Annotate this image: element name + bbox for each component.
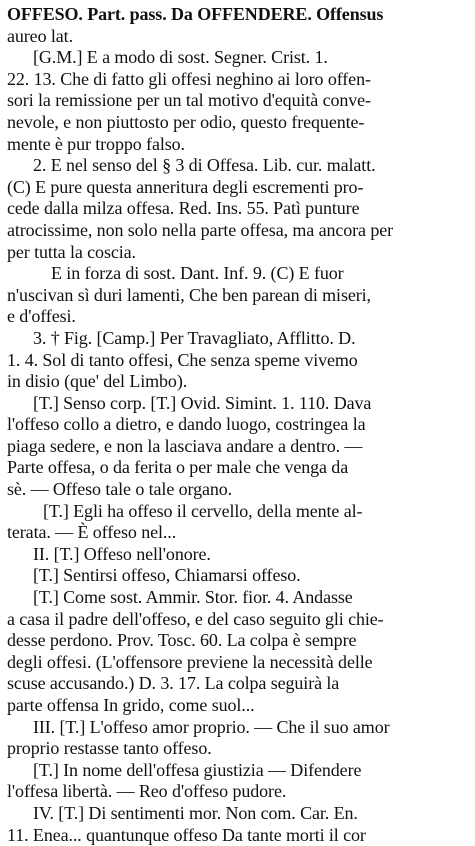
section-line: 3. † Fig. [Camp.] Per Travagliato, Afflitto. D. — [33, 327, 356, 348]
section-line: [T.] Senso corp. [T.] Ovid. Simint. 1. 110. Dava — [33, 392, 372, 413]
text-line: parte offensa In grido, come suol... — [7, 695, 255, 715]
text-line: l'offeso collo a dietro, e dando luogo, costringea la — [7, 414, 366, 435]
text-line: mente è pur troppo falso. — [7, 133, 185, 154]
entry-headline: OFFESO. Part. pass. Da OFFENDERE. Offensus — [7, 4, 384, 24]
text-line: nevole, e non piuttosto per odio, questo frequente- — [7, 111, 365, 132]
text-line: piaga sedere, e non la lasciava andare a dentro. — — [7, 435, 363, 456]
section-line: 2. E nel senso del § 3 di Offesa. Lib. cur. malatt. — [33, 155, 376, 176]
text-line: terata. — È offeso nel... — [7, 522, 177, 543]
text-line: aureo lat. — [7, 25, 73, 46]
section-line: [T.] Come sost. Ammir. Stor. fior. 4. Andasse — [33, 587, 353, 608]
text-line: e d'offesi. — [7, 306, 76, 327]
text-line: desse perdono. Prov. Tosc. 60. La colpa è sempre — [7, 630, 357, 651]
text-line: cede dalla milza offesa. Red. Ins. 55. Patì punture — [7, 198, 360, 219]
section-line: II. [T.] Offeso nell'onore. — [33, 543, 211, 564]
section-line: [T.] Egli ha offeso il cervello, della mente al- — [43, 500, 363, 521]
text-line: scuse accusando.) D. 3. 17. La colpa seguirà la — [7, 673, 340, 694]
text-line: in disio (que' del Limbo). — [7, 371, 188, 392]
text-line: per tutta la coscia. — [7, 241, 136, 262]
text-line: 22. 13. Che di fatto gli offesi neghino ai loro offen- — [7, 68, 371, 89]
section-line: [T.] In nome dell'offesa giustizia — Difendere — [33, 759, 362, 780]
text-line: [G.M.] E a modo di sost. Segner. Crist. 1. — [33, 47, 328, 68]
text-line: 11. Enea... quantunque offeso Da tante morti il cor — [7, 824, 366, 845]
text-line: proprio restasse tanto offeso. — [7, 738, 212, 759]
section-line: [T.] Sentirsi offeso, Chiamarsi offeso. — [33, 565, 301, 586]
section-line: III. [T.] L'offeso amor proprio. — Che il suo amor — [33, 716, 390, 737]
text-line: (C) E pure questa anneritura degli escrementi pro- — [7, 176, 364, 197]
text-line: l'offesa libertà. — Reo d'offeso pudore. — [7, 781, 287, 802]
section-line: E in forza di sost. Dant. Inf. 9. (C) E fuor — [51, 263, 344, 284]
text-line: atrocissime, non solo nella parte offesa, ma ancora per — [7, 219, 394, 240]
text-line: 1. 4. Sol di tanto offesi, Che senza speme vivemo — [7, 349, 358, 370]
text-line: sori la remissione per un tal motivo d'equità conve- — [7, 90, 371, 111]
text-line: degli offesi. (L'offensore previene la necessità delle — [7, 651, 373, 672]
text-line: Parte offesa, o da ferita o per male che venga da — [7, 457, 349, 478]
text-line: n'uscivan sì duri lamenti, Che ben parean di miseri, — [7, 284, 371, 305]
text-line: sè. — Offeso tale o tale organo. — [7, 479, 233, 500]
text-line: a casa il padre dell'offeso, e del caso seguito gli chie- — [7, 608, 384, 629]
section-line: IV. [T.] Di sentimenti mor. Non com. Car. En. — [33, 802, 358, 823]
